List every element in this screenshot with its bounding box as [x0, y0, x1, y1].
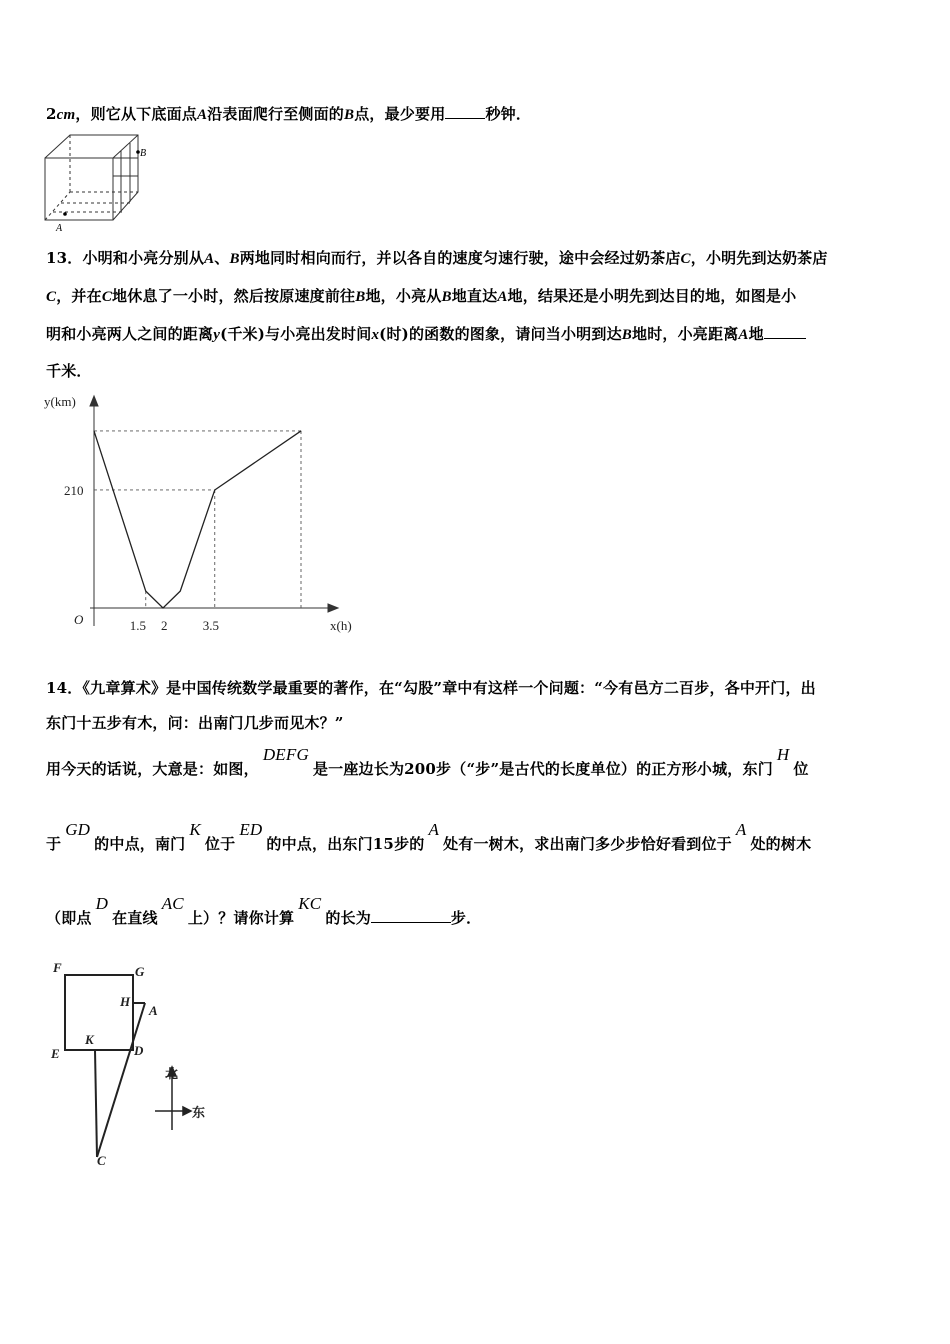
math-var: D	[95, 894, 109, 913]
math-var: H	[776, 745, 790, 764]
y-tick-label: 210	[64, 482, 84, 498]
label-k: K	[85, 1032, 94, 1047]
math-var: AC	[161, 894, 184, 913]
text: 地，小亮从	[365, 287, 442, 305]
origin-label: O	[74, 612, 84, 627]
label-north: 北	[165, 1066, 179, 1081]
distance-time-graph	[40, 392, 370, 642]
text: 是一座边长为200步（“步”是古代的长度单位）的正方形小城，东门	[312, 760, 773, 778]
y-axis-arrow-icon	[90, 396, 98, 406]
text: 地休息了一小时，然后按原速度前往	[112, 287, 356, 305]
label-b: B	[140, 148, 147, 159]
math-var: K	[189, 820, 201, 839]
x-axis-arrow-icon	[328, 604, 338, 612]
text: 地	[748, 325, 764, 343]
text: 两地同时相向而行，并以各自的速度匀速行驶，途中会经过奶茶店	[239, 249, 681, 267]
text: C	[680, 251, 691, 267]
x-tick-label: 1.5	[129, 618, 146, 633]
text: 步．	[450, 909, 482, 927]
label-a: A	[56, 223, 63, 234]
text: A	[497, 289, 508, 305]
text: ，则它从下底面点	[75, 105, 197, 123]
text: C	[101, 289, 113, 305]
text: 地时，小亮距离	[632, 325, 739, 343]
point-a	[63, 212, 67, 216]
text: A	[204, 251, 215, 267]
text: 13．小明和小亮分别从	[46, 249, 205, 267]
q13-line2	[46, 285, 796, 306]
label-g: G	[135, 964, 145, 979]
east-arrow-icon	[183, 1107, 191, 1115]
text: C	[46, 289, 57, 305]
segment-kc	[95, 1050, 97, 1157]
math-var: A	[428, 820, 440, 839]
text: B	[229, 251, 240, 267]
text: 处有一树木，求出南门多少步恰好看到位于	[443, 835, 732, 853]
text: （即点	[46, 909, 92, 927]
text: ，小明先到达奶茶店	[690, 249, 828, 267]
text: A	[738, 327, 749, 343]
text: B	[355, 289, 366, 305]
text: cm	[56, 107, 76, 123]
text: 沿表面爬行至侧面的	[207, 105, 345, 123]
label-f: F	[53, 960, 62, 975]
q14-line4	[46, 820, 812, 854]
text: 位	[793, 760, 809, 778]
q13-line4: 千米．	[46, 362, 92, 380]
x-axis-label: x(h)	[330, 618, 352, 633]
text: y	[213, 327, 221, 343]
label-e: E	[51, 1046, 60, 1061]
x-tick-label: 3.5	[202, 618, 219, 633]
math-var: ED	[239, 820, 263, 839]
math-var: A	[735, 820, 747, 839]
text: 用今天的话说，大意是：如图，	[46, 760, 259, 778]
text: (千米)与小亮出发时间	[220, 325, 372, 343]
square-defg	[65, 975, 133, 1050]
label-d: D	[134, 1043, 144, 1058]
text: (时)的函数的图象，请问当小明到达	[379, 325, 622, 343]
label-c: C	[97, 1153, 106, 1168]
text: 处的树木	[750, 835, 812, 853]
math-var: GD	[65, 820, 91, 839]
q14-line3	[46, 745, 809, 779]
q14-line2: 东门十五步有木，问：出南门几步而见木？”	[46, 714, 344, 732]
city-square-figure	[45, 955, 225, 1170]
text: 秒钟．	[485, 105, 532, 123]
text: B	[621, 327, 632, 343]
text: 位于	[204, 835, 236, 853]
label-a: A	[149, 1003, 158, 1018]
x-tick-label: 2	[161, 618, 168, 633]
q14-line5	[46, 894, 482, 928]
series-line	[94, 431, 301, 608]
text: 地，结果还是小明先到达目的地，如图是小	[507, 287, 797, 305]
text: 明和小亮两人之间的距离	[46, 325, 214, 343]
math-var: KC	[298, 894, 322, 913]
text: 上）？请你计算	[187, 909, 295, 927]
answer-blank	[371, 908, 451, 923]
q12-line1	[46, 103, 531, 124]
text: ，并在	[56, 287, 102, 305]
text: 点，最少要用	[354, 105, 446, 123]
label-east: 东	[192, 1105, 206, 1120]
text: B	[344, 107, 355, 123]
text: 2	[46, 105, 57, 123]
label-h: H	[120, 994, 131, 1009]
text: 的中点，出东门15步的	[266, 835, 425, 853]
q13-line1	[46, 247, 828, 268]
answer-blank	[445, 104, 485, 119]
q14-line1: 14．《九章算术》是中国传统数学最重要的著作，在“勾股”章中有这样一个问题：“今有邑方二百步，各中开门，出	[46, 679, 816, 697]
text: A	[196, 107, 208, 123]
q13-line3	[46, 323, 806, 344]
segment-ac	[97, 1003, 145, 1157]
text: B	[441, 289, 452, 305]
answer-blank	[764, 324, 806, 339]
text: 地直达	[451, 287, 498, 305]
cube-figure	[40, 130, 155, 235]
text: x	[371, 327, 380, 343]
math-var: DEFG	[262, 745, 309, 764]
text: 的长为	[325, 909, 371, 927]
text: 、	[214, 249, 230, 267]
text: 在直线	[112, 909, 158, 927]
y-axis-label: y(km)	[44, 394, 76, 409]
text: 的中点，南门	[94, 835, 186, 853]
text: 于	[46, 835, 62, 853]
